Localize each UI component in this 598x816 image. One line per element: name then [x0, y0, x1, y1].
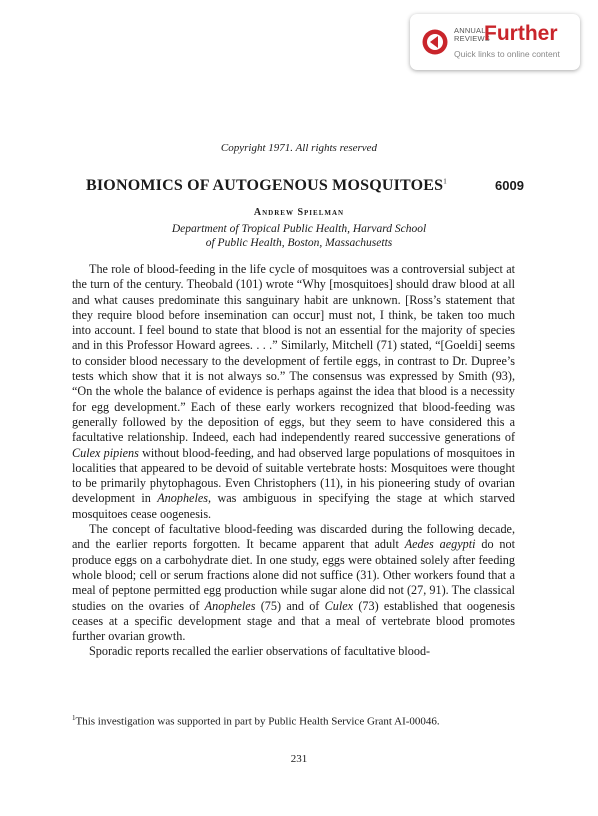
- text-run: The concept of facultative blood-feeding was discarded during the following decade, and the earlier reports forgotten. It became apparent that adult: [72, 522, 515, 552]
- annual-reviews-further-badge[interactable]: [410, 14, 580, 70]
- author-affiliation: [0, 222, 598, 250]
- article-title: [86, 177, 447, 195]
- affiliation-line-2: of Public Health, Boston, Massachusetts: [205, 237, 393, 249]
- article-body: [72, 262, 515, 660]
- further-tagline: Quick links to online content: [454, 49, 560, 59]
- text-run: Sporadic reports recalled the earlier observations of facultative blood-: [89, 644, 431, 659]
- italic-term: Anopheles,: [157, 491, 212, 506]
- page-number: 231: [290, 753, 308, 765]
- article-title-text: BIONOMICS OF AUTOGENOUS MOSQUITOES: [86, 177, 444, 194]
- footnote: [72, 711, 515, 729]
- title-footnote-mark: 1: [443, 177, 447, 186]
- affiliation-line-1: Department of Tropical Public Health, Harvard School: [171, 223, 427, 235]
- annual-reviews-wordmark: [454, 26, 490, 43]
- text-run: was ambiguous in specifying the stage at which starved mosquitoes cease oogenesis.: [72, 491, 515, 521]
- footnote-divider: [72, 707, 515, 708]
- copyright-notice: Copyright 1971. All rights reserved: [220, 142, 378, 154]
- annual-reviews-logo-icon: [422, 29, 448, 55]
- footnote-mark: 1: [72, 714, 76, 722]
- page-code: 6009: [495, 178, 524, 193]
- body-paragraph: [72, 522, 515, 644]
- text-run: (73) established that oogenesis ceases at a specific development stage and that a meal of vertebrate blood promotes further ovarian growth.: [72, 598, 515, 644]
- brand-line-1: ANNUAL: [454, 26, 486, 35]
- italic-term: Culex pipiens: [72, 445, 139, 460]
- text-run: without blood-feeding, and had observed large populations of mosquitoes in localities that appeared to be devoid of suitable vertebrate hosts: Mosquitoes were thought to be primarily phytophagous. Even Christophers (11), in his pioneering study of ovarian development in: [72, 445, 515, 506]
- body-paragraph: [72, 644, 515, 659]
- footnote-text: This investigation was supported in part by Public Health Service Grant AI-00046.: [75, 715, 440, 728]
- text-run: The role of blood-feeding in the life cycle of mosquitoes was a controversial subject at the turn of the century. Theobald (101) wrote “Why [mosquitoes] should draw blood at all and what causes predominate this sanguinary habit are unknown. [Ross’s statement that they require blood before insemination can occur] must not, I think, be taken too much into account. I feel bound to state that blood is not an essential for the majority of species and in this Professor Howard agrees. . . .” Similarly, Mitchell (71) stated, “[Goeldi] seems to consider blood necessary to the development of fertile eggs, in contrast to Dr. Dupree’s tests which show that it is not always so.” The consensus was expressed by Smith (93), “On the whole the balance of evidence is perhaps against the idea that blood is a necessity for egg development.” Each of these early workers recognized that blood-feeding was generally followed by the deposition of eggs, but they seem to have considered this a facultative relationship. Indeed, each had independently reared successive generations of: [72, 262, 515, 445]
- brand-line-2: REVIEWS: [454, 34, 490, 43]
- author-name: Andrew Spielman: [253, 207, 345, 218]
- body-paragraph: [72, 262, 515, 522]
- text-run: do not produce eggs on a carbohydrate diet. In one study, eggs were obtained solely after feeding whole blood; cell or serum fractions alone did not suffice (31). Other workers found that a meal of peptone permitted egg production while sugar alone did not (27, 91). The classical studies on the ovaries of: [72, 537, 515, 613]
- italic-term: Anopheles: [204, 598, 256, 613]
- italic-term: Culex: [324, 598, 354, 613]
- text-run: (75) and of: [255, 598, 325, 613]
- further-label: Further: [484, 22, 558, 45]
- italic-term: Aedes aegypti: [404, 537, 476, 552]
